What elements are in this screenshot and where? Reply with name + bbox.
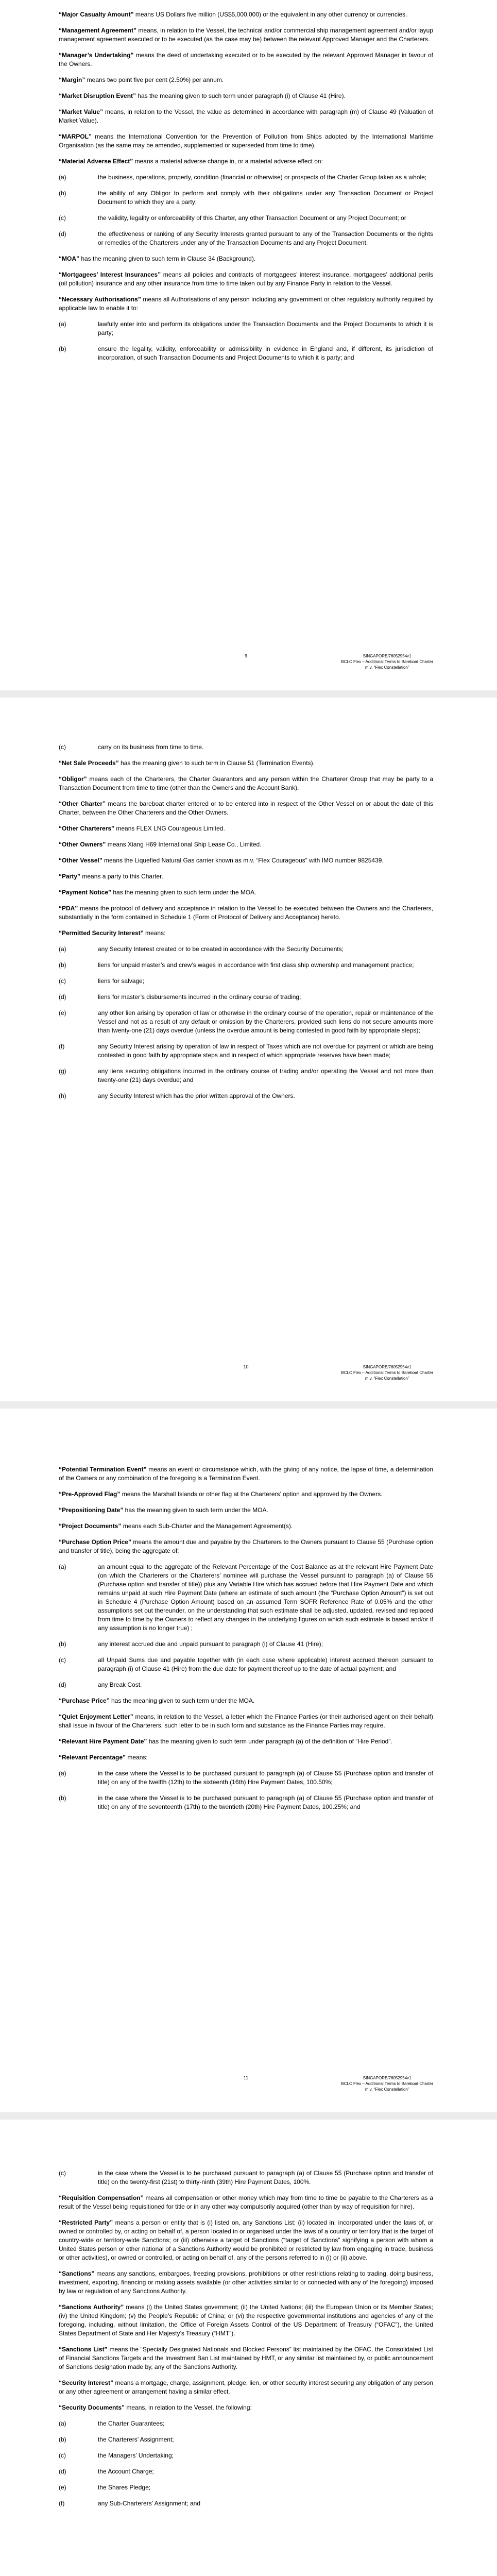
definition-paragraph: [59, 1753, 433, 1762]
definition-paragraph: [59, 775, 433, 792]
document-page: [0, 698, 497, 1401]
list-item: [59, 1769, 433, 1787]
footer-ref-code: SINGAPORE/76052954v1: [363, 1365, 412, 1369]
list-item-marker: (b): [59, 961, 66, 969]
defined-term: “Market Value”: [59, 108, 104, 115]
list-item-marker: (c): [59, 2170, 66, 2177]
list-item-text: an amount equal to the aggregate of the Relevant Percentage of the Cost Balance as at the relevant Hire Payment Date (on which the Charterers or the Charterers’ nominee will purchase the Vessel pursuant to paragraph (a) of Clause 55 (Purchase option and transfer of title)) plus any Variable Hire which has accrued before that Hire Payment Date and which remains unpaid at such Hire Payment Date (where an estimate of such amount (the “Purchase Option Amount”) is set out in Schedule 4 (Purchase Option Amount) based on an assumed Term SOFR Reference Rate of 0.05% and the other assumptions set out thereunder, on the understanding that such estimate shall be adjusted, updated, revised and replaced from time to time by the Owners to reflect any changes in the underlying figures on which such estimate is based and/or if any assumption is no longer true) ;: [98, 1563, 433, 1632]
definition-paragraph: [59, 2379, 433, 2396]
definition-text: means all policies and contracts of mortgagees’ interest insurance, mortgagees’ additional perils (oil pollution) insurance and any other insurance from time to time taken out by any Finance Party in relation to the Vessel.: [59, 271, 434, 287]
footer-reference: [341, 653, 433, 670]
definition-paragraph: [59, 255, 433, 263]
list-item-marker: (c): [59, 214, 66, 222]
list-item: [59, 2467, 433, 2476]
list-item: [59, 993, 433, 1002]
definition-text: has the meaning given to such term under the MOA.: [111, 889, 256, 896]
definition-text: means the Marshall Islands or other flag at the Charterers’ option and approved by the Owners.: [120, 1490, 383, 1498]
definition-paragraph: [59, 2194, 433, 2211]
list-item-marker: (d): [59, 230, 66, 238]
list-item-marker: (d): [59, 1681, 66, 1688]
definition-paragraph: [59, 157, 433, 166]
document-page: [0, 1409, 497, 2112]
definition-paragraph: [59, 26, 433, 44]
definition-paragraph: [59, 1490, 433, 1499]
definition-paragraph: [59, 759, 433, 768]
list-item-marker: (a): [59, 2420, 66, 2427]
defined-term: “Sanctions List”: [59, 2346, 108, 2353]
footer-document-title: BCLC Flex – Additional Terms to Bareboat Charter: [341, 2081, 433, 2086]
definition-text: means an event or circumstance which, with the giving of any notice, the lapse of time, a determination of the Owners or any combination of the foregoing is a Termination Event.: [59, 1466, 433, 1482]
footer-reference: [341, 1364, 433, 1381]
defined-term: “Prepositioning Date”: [59, 1506, 124, 1514]
definition-paragraph: [59, 888, 433, 897]
page-body: [59, 1465, 433, 1811]
document-page: [0, 0, 497, 690]
definition-paragraph: [59, 904, 433, 922]
definition-text: means Xiang H69 International Ship Lease Co., Limited.: [106, 841, 262, 848]
list-item-marker: (b): [59, 345, 66, 352]
defined-term: “Pre-Approved Flag”: [59, 1490, 121, 1498]
list-item: [59, 1563, 433, 1633]
list-item-text: the Account Charge;: [98, 2468, 154, 2475]
defined-term: “Potential Termination Event”: [59, 1466, 147, 1473]
definition-paragraph: [59, 2269, 433, 2296]
list-item-text: ensure the legality, validity, enforceability or admissibility in evidence in England and, if different, its jurisdiction of incorporation, of such Transaction Documents and Project Documents to which it is party; and: [98, 345, 433, 361]
list-item-marker: (d): [59, 2468, 66, 2475]
footer-document-title: BCLC Flex – Additional Terms to Bareboat Charter: [341, 1370, 433, 1375]
list-item-text: in the case where the Vessel is to be purchased pursuant to paragraph (a) of Clause 55 (Purchase option and transfer of title) on any of the twelfth (12th) to the sixteenth (16th) Hire Payment Dates, 100.50%;: [98, 1770, 433, 1786]
definition-text: means the deed of undertaking executed or to be executed by the relevant Approved Manager in favour of the Owners.: [59, 52, 434, 67]
defined-term: “MARPOL”: [59, 133, 92, 140]
footer-document-title: BCLC Flex – Additional Terms to Bareboat Charter: [341, 659, 433, 664]
defined-term: “Obligor”: [59, 775, 87, 783]
defined-term: “Net Sale Proceeds”: [59, 759, 119, 767]
defined-term: “Project Documents”: [59, 1522, 122, 1530]
defined-term: “Margin”: [59, 76, 85, 83]
definition-paragraph: [59, 1522, 433, 1531]
definition-paragraph: [59, 872, 433, 881]
definition-text: means all Authorisations of any person including any government or other regulatory authority required by applicable law to enable it to:: [59, 296, 433, 312]
list-item-text: the Charterers’ Assignment;: [98, 2436, 174, 2443]
defined-term: “Material Adverse Effect”: [59, 158, 133, 165]
list-item: [59, 2451, 433, 2460]
definition-text: has the meaning given to such term under the MOA.: [109, 1697, 255, 1704]
defined-term: “Major Casualty Amount”: [59, 11, 134, 18]
defined-term: “Other Vessel”: [59, 857, 102, 864]
list-item: [59, 2419, 433, 2428]
definition-paragraph: [59, 132, 433, 150]
list-item-text: any Security Interest created or to be created in accordance with the Security Documents;: [98, 945, 344, 953]
list-item-text: the business, operations, property, condition (financial or otherwise) or prospects of the Charter Group taken as a whole;: [98, 174, 427, 181]
list-item-text: any Security Interest which has the prior written approval of the Owners.: [98, 1092, 295, 1099]
list-item: [59, 945, 433, 954]
list-item: [59, 1656, 433, 1673]
defined-term: “Other Charter”: [59, 800, 106, 807]
definition-text: means the amount due and payable by the Charterers to the Owners pursuant to Clause 55 (Purchase option and transfer of title), being the aggregate of:: [59, 1538, 433, 1554]
list-item: [59, 345, 433, 362]
list-item-text: liens for salvage;: [98, 977, 145, 985]
list-item-text: any Security Interest arising by operation of law in respect of Taxes which are not overdue for payment or which are being contested in good faith by appropriate steps and in respect of which appropriate reserves have been made;: [98, 1043, 433, 1059]
definition-text: has the meaning given to such term in Clause 34 (Background).: [79, 255, 256, 262]
list-item: [59, 2499, 433, 2508]
definition-paragraph: [59, 1538, 433, 1555]
list-item: [59, 1681, 433, 1689]
list-item-text: the Managers’ Undertaking;: [98, 2452, 174, 2459]
definition-text: means the “Specially Designated Nationals and Blocked Persons” list maintained by the OFAC, the Consolidated List of Financial Sanctions Targets and the Investment Ban List maintained by HMT, or any similar list maintained by, or public announcement of Sanctions designation made by, any of the Sanctions Authority.: [59, 2346, 433, 2370]
definition-paragraph: [59, 1506, 433, 1515]
list-item-text: the validity, legality or enforceability of this Charter, any other Transaction Document or any Project Document; or: [98, 214, 406, 222]
definition-text: means (i) the United States government; (ii) the United Nations; (iii) the European Union or its Member States; (iv) the United Kingdom; (v) the People’s Republic of China; or (vi) the respective governmental institutions and agencies of any of the foregoing, including, without limitation, the Office of Foreign Assets Control of the US Department of Treasury (“OFAC”), the United States Department of State and Her Majesty’s Treasury (“HMT”).: [59, 2303, 433, 2337]
list-item: [59, 1009, 433, 1035]
defined-term: “Payment Notice”: [59, 889, 112, 896]
list-item-text: lawfully enter into and perform its obligations under the Transaction Documents and the Project Documents to which it is party;: [98, 320, 433, 336]
definition-paragraph: [59, 92, 433, 100]
list-item-marker: (a): [59, 1563, 66, 1570]
page-footer: [59, 2075, 433, 2099]
list-item: [59, 230, 433, 247]
page-body: [59, 2169, 433, 2508]
definition-paragraph: [59, 1713, 433, 1730]
page-footer: [59, 1364, 433, 1388]
list-item-marker: (d): [59, 993, 66, 1001]
defined-term: “Party”: [59, 873, 81, 880]
definition-text: means, in relation to the Vessel, the technical and/or commercial ship management agreement and/or layup management agreement executed or to be executed (as the case may be) between the relevant Approved Manager and the Charterers.: [59, 27, 433, 43]
definition-text: means the International Convention for the Prevention of Pollution from Ships adopted by the International Maritime Organisation (as the same may be amended, supplemented or superseded from time to time).: [59, 133, 433, 149]
list-item-marker: (b): [59, 1640, 66, 1648]
definition-paragraph: [59, 2303, 433, 2338]
defined-term: “Security Interest”: [59, 2379, 114, 2386]
list-item-text: any liens securing obligations incurred in the ordinary course of trading and/or operating the Vessel and not more than twenty-one (21) days overdue; and: [98, 1067, 433, 1083]
definition-text: has the meaning given to such term under paragraph (i) of Clause 41 (Hire).: [136, 92, 346, 99]
list-item: [59, 743, 433, 752]
definition-text: has the meaning given to such term in Clause 51 (Termination Events).: [118, 759, 315, 767]
definition-paragraph: [59, 76, 433, 84]
defined-term: “Relevant Percentage”: [59, 1754, 126, 1761]
defined-term: “Quiet Enjoyment Letter”: [59, 1713, 133, 1720]
list-item: [59, 1640, 433, 1649]
list-item-marker: (f): [59, 2500, 65, 2507]
list-item-text: the Shares Pledge;: [98, 2484, 151, 2491]
list-item: [59, 1092, 433, 1100]
definition-text: means, in relation to the Vessel, a letter which the Finance Parties (or their authorised agent on their behalf) shall issue in favour of the Charterers, such letter to be in such form and substance as the Finance Parties may require.: [59, 1713, 433, 1729]
list-item-marker: (c): [59, 743, 66, 751]
list-item: [59, 2435, 433, 2444]
defined-term: “Other Charterers”: [59, 825, 115, 832]
defined-term: “Necessary Authorisations”: [59, 296, 141, 303]
list-item-marker: (b): [59, 2436, 66, 2443]
footer-vessel-name: m.v. “Flex Constellation”: [365, 665, 409, 670]
definition-text: means, in relation to the Vessel, the value as determined in accordance with paragraph (m) of Clause 49 (Valuation of Market Value).: [59, 108, 433, 124]
definition-text: has the meaning given to such term under paragraph (a) of the definition of “Hire Period”.: [147, 1738, 392, 1745]
footer-vessel-name: m.v. “Flex Constellation”: [365, 1376, 409, 1381]
page-number: 10: [243, 1364, 249, 1369]
defined-term: “Market Disruption Event”: [59, 92, 136, 99]
list-item-marker: (a): [59, 320, 66, 328]
list-item-marker: (b): [59, 1794, 66, 1802]
list-item-text: the effectiveness or ranking of any Security Interests granted pursuant to any of the Transaction Documents or the rights or remedies of the Charterers under any of the Transaction Documents and any Project Document.: [98, 230, 433, 246]
definition-paragraph: [59, 840, 433, 849]
list-item: [59, 2483, 433, 2492]
defined-term: “Manager’s Undertaking”: [59, 52, 134, 59]
definition-paragraph: [59, 929, 433, 938]
list-item-marker: (c): [59, 2452, 66, 2459]
definition-text: means a material adverse change in, or a material adverse effect on:: [133, 158, 323, 165]
document-page: [0, 2120, 497, 2576]
list-item-marker: (b): [59, 190, 66, 197]
list-item-marker: (f): [59, 1043, 65, 1050]
page-number: 9: [244, 653, 247, 658]
list-item-marker: (a): [59, 174, 66, 181]
list-item-text: liens for unpaid master’s and crew’s wages in accordance with first class ship ownership and management practice;: [98, 961, 414, 969]
footer-reference: [341, 2075, 433, 2092]
list-item: [59, 977, 433, 986]
list-item: [59, 2169, 433, 2187]
list-item: [59, 320, 433, 337]
defined-term: “Management Agreement”: [59, 27, 136, 34]
defined-term: “Purchase Option Price”: [59, 1538, 131, 1546]
definition-paragraph: [59, 824, 433, 833]
definition-paragraph: [59, 108, 433, 125]
page-number: 11: [243, 2075, 249, 2080]
page-body: [59, 743, 433, 1100]
definition-paragraph: [59, 51, 433, 69]
list-item-text: the ability of any Obligor to perform and comply with their obligations under any Transaction Document or Project Document to which they are a party;: [98, 190, 433, 206]
defined-term: “PDA”: [59, 905, 78, 912]
page-footer: [59, 653, 433, 677]
list-item: [59, 1042, 433, 1060]
definition-text: means, in relation to the Vessel, the following:: [125, 2404, 252, 2411]
defined-term: “Relevant Hire Payment Date”: [59, 1738, 147, 1745]
list-item-marker: (c): [59, 1656, 66, 1664]
list-item: [59, 189, 433, 207]
list-item: [59, 173, 433, 182]
definition-text: has the meaning given to such term under the MOA.: [123, 1506, 268, 1514]
definition-text: means:: [126, 1754, 148, 1761]
list-item-marker: (e): [59, 2484, 66, 2491]
definition-paragraph: [59, 2345, 433, 2371]
definition-text: means each of the Charterers, the Charter Guarantors and any person within the Charterer Group that may be party to a Transaction Document from time to time (other than the Owners and the Account Bank).: [59, 775, 433, 791]
definition-text: means the bareboat charter entered or to be entered into in respect of the Other Vessel on or about the date of this Charter, between the Other Charterers and the Other Owners.: [59, 800, 433, 816]
definition-paragraph: [59, 2218, 433, 2262]
list-item-marker: (a): [59, 1770, 66, 1777]
list-item: [59, 214, 433, 223]
definition-paragraph: [59, 1465, 433, 1483]
definition-text: means a person or entity that is (i) listed on, any Sanctions List; (ii) located in, incorporated under the laws of, or owned or controlled by, or acting on behalf of, a person located in or organised under the laws of a country or territory that is the target of country-wide or territory-wide Sanctions; or (iii) otherwise a target of Sanctions (“target of Sanctions” signifying a person with whom a United States person or other national of a Sanctions Authority would be prohibited or restricted by law from engaging in trade, business or other activities), or owned or controlled, or acting on behalf of, any of the persons referred to in (i) or (ii) above.: [59, 2219, 433, 2261]
defined-term: “Permitted Security Interest”: [59, 929, 144, 937]
definition-text: means US Dollars five million (US$5,000,000) or the equivalent in any other currency or currencies.: [133, 11, 407, 18]
definition-text: means a party to this Charter.: [80, 873, 163, 880]
defined-term: “Restricted Party”: [59, 2219, 113, 2226]
list-item-marker: (g): [59, 1067, 66, 1075]
list-item-text: liens for master’s disbursements incurred in the ordinary course of trading;: [98, 993, 301, 1001]
definition-paragraph: [59, 800, 433, 817]
footer-ref-code: SINGAPORE/76052954v1: [363, 654, 412, 658]
definition-paragraph: [59, 295, 433, 313]
list-item-text: the Charter Guarantees;: [98, 2420, 165, 2427]
defined-term: “Sanctions Authority”: [59, 2303, 124, 2311]
definition-text: means the protocol of delivery and acceptance in relation to the Vessel to be executed between the Owners and the Charterers, substantially in the form contained in Schedule 1 (Form of Protocol of Delivery and Acceptance) hereto.: [59, 905, 433, 921]
definition-text: means the Liquefied Natural Gas carrier known as m.v. “Flex Courageous” with IMO number 9825439.: [102, 857, 384, 864]
defined-term: “Purchase Price”: [59, 1697, 110, 1704]
list-item-text: in the case where the Vessel is to be purchased pursuant to paragraph (a) of Clause 55 (Purchase option and transfer of title) on the twenty-first (21st) to thirty-ninth (39th) Hire Payment Dates, 100%.: [98, 2170, 433, 2185]
list-item-text: any Sub-Charterers’ Assignment; and: [98, 2500, 200, 2507]
defined-term: “Requisition Compensation”: [59, 2194, 144, 2201]
definition-text: means all compensation or other money which may from time to time be payable to the Charterers as a result of the Vessel being requisitioned for title or in any other way compulsorily acquired (other than by way of requisition for hire).: [59, 2194, 433, 2210]
list-item-text: any interest accrued due and unpaid pursuant to paragraph (i) of Clause 41 (Hire);: [98, 1640, 323, 1648]
definition-paragraph: [59, 10, 433, 19]
definition-paragraph: [59, 856, 433, 865]
list-item-text: carry on its business from time to time.: [98, 743, 204, 751]
list-item: [59, 1067, 433, 1084]
footer-ref-code: SINGAPORE/76052954v1: [363, 2076, 412, 2080]
defined-term: “Other Owners”: [59, 841, 106, 848]
definition-text: means FLEX LNG Courageous Limited.: [114, 825, 225, 832]
defined-term: “MOA”: [59, 255, 79, 262]
definition-text: means a mortgage, charge, assignment, pledge, lien, or other security interest securing any obligation of any person or any other agreement or arrangement having a similar effect.: [59, 2379, 433, 2395]
footer-vessel-name: m.v. “Flex Constellation”: [365, 2087, 409, 2092]
definition-text: means each Sub-Charter and the Management Agreement(s).: [121, 1522, 293, 1530]
definition-text: means any sanctions, embargoes, freezing provisions, prohibitions or other restrictions relating to trading, doing business, investment, exporting, financing or making assets available (or other activities similar to or connected with any of the foregoing) imposed by law or regulation of any Sanctions Authority.: [59, 2270, 433, 2295]
list-item-marker: (a): [59, 945, 66, 953]
definition-text: means:: [143, 929, 166, 937]
defined-term: “Mortgagees’ Interest Insurances”: [59, 271, 161, 278]
list-item-marker: (c): [59, 977, 66, 985]
definition-text: means two point five per cent (2.50%) per annum.: [85, 76, 224, 83]
list-item-marker: (e): [59, 1009, 66, 1016]
definition-paragraph: [59, 2403, 433, 2412]
list-item: [59, 1794, 433, 1811]
page-body: [59, 10, 433, 362]
list-item-text: any Break Cost.: [98, 1681, 142, 1688]
list-item-text: in the case where the Vessel is to be purchased pursuant to paragraph (a) of Clause 55 (Purchase option and transfer of title) on any of the seventeenth (17th) to the twentieth (20th) Hire Payment Dates, 100.25%; and: [98, 1794, 433, 1810]
defined-term: “Sanctions”: [59, 2270, 95, 2277]
list-item-marker: (h): [59, 1092, 66, 1099]
definition-paragraph: [59, 1737, 433, 1746]
definition-paragraph: [59, 1697, 433, 1705]
list-item-text: all Unpaid Sums due and payable together with (in each case where applicable) interest accrued thereon pursuant to paragraph (i) of Clause 41 (Hire) from the due date for payment thereof up to the date of actual payment; and: [98, 1656, 433, 1672]
list-item: [59, 961, 433, 970]
defined-term: “Security Documents”: [59, 2404, 125, 2411]
list-item-text: any other lien arising by operation of law or otherwise in the ordinary course of the operation, repair or maintenance of the Vessel and not as a result of any default or omission by the Charterers, provided such liens do not secure amounts more than twenty-one (21) days overdue (unless the overdue amount is being contested in good faith by appropriate steps);: [98, 1009, 433, 1034]
definition-paragraph: [59, 270, 433, 288]
